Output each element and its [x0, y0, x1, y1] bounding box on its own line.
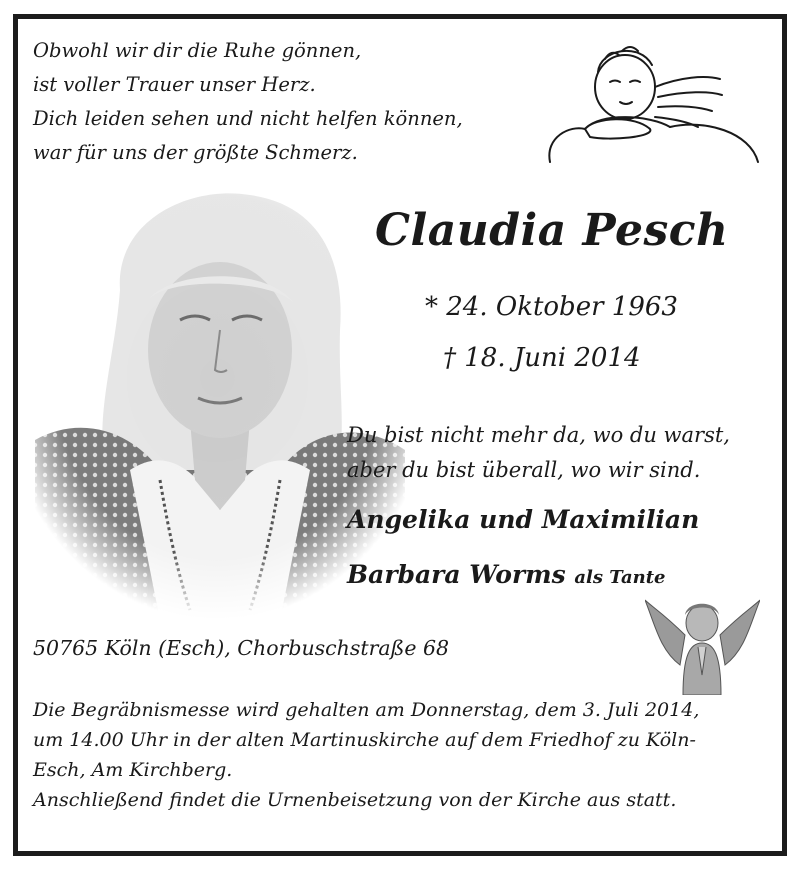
memorial-quote — [347, 418, 730, 488]
death-date: † 18. Juni 2014 — [443, 343, 641, 373]
praying-angel-icon — [645, 595, 760, 695]
birth-date: * 24. Oktober 1963 — [425, 292, 678, 322]
mourners-line-1: Angelika und Maximilian — [347, 505, 700, 534]
poem-line: war für uns der größte Schmerz. — [33, 141, 358, 164]
cherub-icon — [540, 37, 765, 172]
portrait-photo — [20, 180, 415, 620]
service-info — [33, 695, 699, 815]
address: 50765 Köln (Esch), Chorbuschstraße 68 — [33, 636, 450, 660]
mourners-line-2 — [347, 560, 665, 589]
poem-line: Obwohl wir dir die Ruhe gönnen, — [33, 39, 362, 62]
service-line: Esch, Am Kirchberg. — [33, 759, 233, 781]
quote-line: Du bist nicht mehr da, wo du warst, — [347, 423, 730, 447]
service-line: um 14.00 Uhr in der alten Martinuskirche auf dem Friedhof zu Köln- — [33, 729, 696, 751]
poem-line: Dich leiden sehen und nicht helfen können, — [33, 107, 463, 130]
mourner-relation: als Tante — [574, 567, 666, 588]
poem-line: ist voller Trauer unser Herz. — [33, 73, 316, 96]
mourner-name: Barbara Worms — [347, 560, 566, 589]
deceased-name: Claudia Pesch — [375, 205, 729, 256]
poem — [33, 34, 463, 170]
service-line: Die Begräbnismesse wird gehalten am Donnerstag, dem 3. Juli 2014, — [33, 699, 700, 721]
quote-line: aber du bist überall, wo wir sind. — [347, 458, 701, 482]
service-line: Anschließend findet die Urnenbeisetzung von der Kirche aus statt. — [33, 789, 677, 811]
